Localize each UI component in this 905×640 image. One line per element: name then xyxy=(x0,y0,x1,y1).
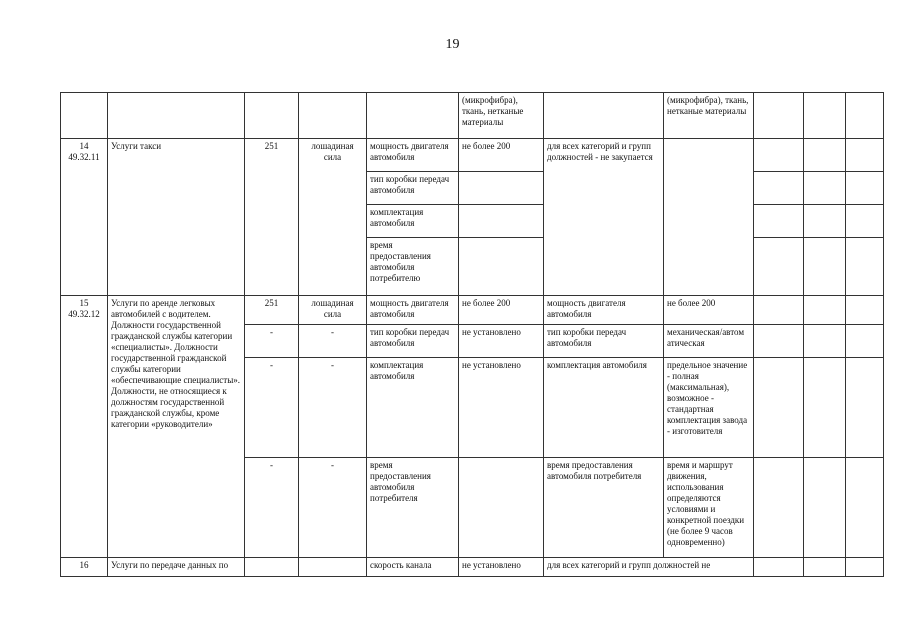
attribute-name: комплектация автомобиля xyxy=(367,205,459,238)
attribute-value: время и маршрут движения, использования определяются условиями и конкретной поездки (не более 9 часов одновременно) xyxy=(664,458,754,558)
attribute-value xyxy=(459,205,544,238)
unit-name: - xyxy=(299,358,367,458)
table-row xyxy=(61,139,884,172)
unit-name: - xyxy=(299,458,367,558)
row-number: 16 xyxy=(61,558,108,577)
okei-code: - xyxy=(245,458,299,558)
unit-name: лошадиная сила xyxy=(299,139,367,296)
unit-name: лошадиная сила xyxy=(299,296,367,325)
table-row xyxy=(61,558,884,577)
attribute-value xyxy=(459,172,544,205)
attribute-name: мощность двигателя автомобиля xyxy=(367,139,459,172)
okei-code: 251 xyxy=(245,296,299,325)
row-number-cell xyxy=(61,139,108,296)
table-row xyxy=(61,296,884,325)
row-number: 15 xyxy=(79,298,89,308)
attribute-name: мощность двигателя автомобиля xyxy=(367,296,459,325)
attribute-name: тип коробки передач автомобиля xyxy=(367,172,459,205)
attribute-name: тип коробки передач автомобиля xyxy=(544,325,664,358)
attribute-name: скорость канала xyxy=(367,558,459,577)
attribute-name: комплектация автомобиля xyxy=(367,358,459,458)
attribute-value xyxy=(459,458,544,558)
attribute-name: комплектация автомобиля xyxy=(544,358,664,458)
cell-value: (микрофибра), ткань, нетканые материалы xyxy=(664,93,754,139)
page-number: 19 xyxy=(445,37,460,52)
attribute-name: мощность двигателя автомобиля xyxy=(544,296,664,325)
specification-table xyxy=(60,92,884,577)
attribute-name: время предоставления автомобиля потребителя xyxy=(544,458,664,558)
attribute-value: предельное значение - полная (максимальная), возможное - стандартная комплектация завода - изготовителя xyxy=(664,358,754,458)
attribute-value: не установлено xyxy=(459,325,544,358)
row-number: 14 xyxy=(79,141,89,151)
service-name: Услуги по передаче данных по xyxy=(108,558,245,577)
unit-name: - xyxy=(299,325,367,358)
okei-code: 251 xyxy=(245,139,299,296)
cell-value: (микрофибра), ткань, нетканые материалы xyxy=(459,93,544,139)
attribute-value: не более 200 xyxy=(664,296,754,325)
merged-note: для всех категорий и групп должностей - не закупается xyxy=(544,139,664,296)
table-row xyxy=(61,93,884,139)
service-name: Услуги по аренде легковых автомобилей с водителем. Должности государственной гражданской службы категории «специалисты». Должности государственной гражданской службы категории «обеспечивающие специалисты». Должности, не относящиеся к должностям государственной гражданской службы, кроме категории «руководители» xyxy=(108,296,245,558)
attribute-value: не установлено xyxy=(459,358,544,458)
service-name: Услуги такси xyxy=(108,139,245,296)
okpd-code: 49.32.11 xyxy=(68,152,100,162)
attribute-value: не более 200 xyxy=(459,139,544,172)
row-number-cell xyxy=(61,296,108,558)
attribute-value: не более 200 xyxy=(459,296,544,325)
attribute-value: механическая/автом атическая xyxy=(664,325,754,358)
okei-code: - xyxy=(245,358,299,458)
okpd-code: 49.32.12 xyxy=(68,309,100,319)
okei-code: - xyxy=(245,325,299,358)
attribute-value: не установлено xyxy=(459,558,544,577)
attribute-name: время предоставления автомобиля потребителя xyxy=(367,458,459,558)
merged-note: для всех категорий и групп должностей не xyxy=(544,558,754,577)
attribute-value xyxy=(459,238,544,296)
attribute-name: тип коробки передач автомобиля xyxy=(367,325,459,358)
attribute-name: время предоставления автомобиля потребителю xyxy=(367,238,459,296)
